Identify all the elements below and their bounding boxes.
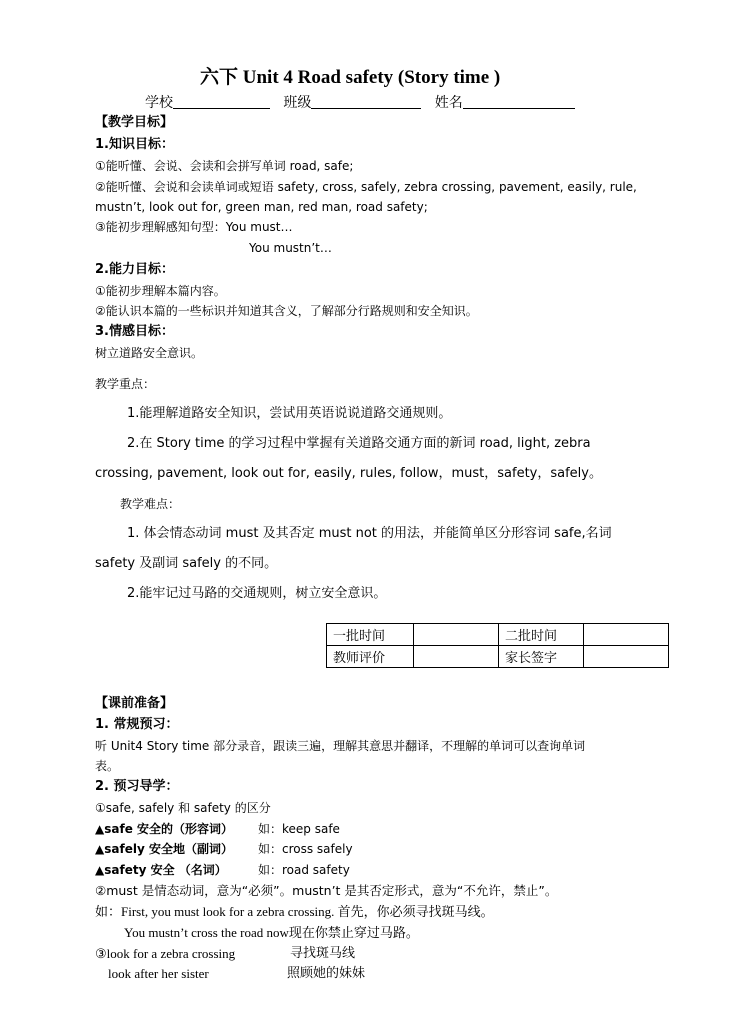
knowledge-item: ②能听懂、会说和会读单词或短语 safety, cross, safely, zebra crossing, pavement, easily, rule, [95,180,637,194]
knowledge-item: ①能听懂、会说、会读和会拼写单词 road, safe; [95,159,354,173]
word-term-safe: ▲safe 安全的（形容词） [95,822,234,836]
first-batch-time-label: 一批时间 [327,624,414,646]
name-label: 姓名 [434,95,463,111]
phrase-zh: 寻找斑马线 [290,946,356,961]
emotion-title: 3.情感目标： [95,324,174,339]
example-line: You mustn’t cross the road now现在你禁止穿过马路。 [124,925,419,940]
example-line: 如：First, you must look for a zebra crossing. 首先，你必须寻找斑马线。 [95,904,494,919]
teacher-evaluation-label: 教师评价 [327,646,414,668]
parent-signature-cell[interactable] [584,646,669,668]
routine-line: 听 Unit4 Story time 部分录音，跟读三遍，理解其意思并翻译，不理解的单词可以查询单词 [95,739,586,753]
phrase-zh: 照顾她的妹妹 [287,966,366,981]
must-note: ②must 是情态动词，意为“必须”。mustn’t 是其否定形式，意为“不允许，禁止”。 [95,883,558,898]
ability-item: ①能初步理解本篇内容。 [95,284,226,298]
objectives-heading: 【教学目标】 [95,115,174,130]
second-batch-time-cell[interactable] [584,624,669,646]
knowledge-title: 1.知识目标： [95,137,174,152]
name-field[interactable] [463,95,575,109]
phrase-en: look after her sister [108,966,209,981]
class-label: 班级 [283,95,312,111]
table-row [327,646,669,668]
difficulty-item: 2.能牢记过马路的交通规则，树立安全意识。 [127,586,387,601]
second-batch-time-label: 二批时间 [499,624,584,646]
word-example-safety: 如：road safety [258,863,350,877]
first-batch-time-cell[interactable] [414,624,499,646]
table-row [327,624,669,646]
word-example-safe: 如：keep safe [258,822,340,836]
word-example-safely: 如：cross safely [258,842,353,856]
difficulty-item: safety 及副词 safely 的不同。 [95,556,278,571]
guide-title: 2. 预习导学： [95,779,179,794]
knowledge-item: You mustn’t… [249,241,332,255]
evaluation-table [326,623,669,668]
key-point-item: crossing, pavement, look out for, easily, rules, follow，must，safety，safely。 [95,466,602,481]
knowledge-item: ③能初步理解感知句型：You must… [95,220,293,234]
guide-intro: ①safe, safely 和 safety 的区分 [95,801,271,815]
ability-title: 2.能力目标： [95,262,174,277]
difficulty-item: 1. 体会情态动词 must 及其否定 must not 的用法，并能简单区分形容词 safe,名词 [127,526,612,541]
routine-title: 1. 常规预习： [95,717,179,732]
emotion-item: 树立道路安全意识。 [95,346,204,360]
word-term-safely: ▲safely 安全地（副词） [95,842,233,856]
phrase-en: ③look for a zebra crossing [95,946,236,961]
key-point-item: 2.在 Story time 的学习过程中掌握有关道路交通方面的新词 road, light, zebra [127,436,591,451]
prep-heading: 【课前准备】 [95,696,174,711]
ability-item: ②能认识本篇的一些标识并知道其含义，了解部分行路规则和安全知识。 [95,304,478,318]
key-points-title: 教学重点： [95,377,156,391]
teacher-evaluation-cell[interactable] [414,646,499,668]
routine-line: 表。 [95,759,120,773]
knowledge-item: mustn’t, look out for, green man, red man, road safety; [95,200,428,214]
difficulties-title: 教学难点： [120,497,181,511]
student-info-line [145,94,575,112]
school-label: 学校 [145,95,173,111]
class-field[interactable] [311,95,421,109]
school-field[interactable] [173,95,270,109]
word-term-safety: ▲safety 安全 （名词） [95,863,227,877]
key-point-item: 1.能理解道路安全知识，尝试用英语说说道路交通规则。 [127,406,452,421]
parent-signature-label: 家长签字 [499,646,584,668]
page-title: 六下 Unit 4 Road safety (Story time ) [200,67,501,88]
